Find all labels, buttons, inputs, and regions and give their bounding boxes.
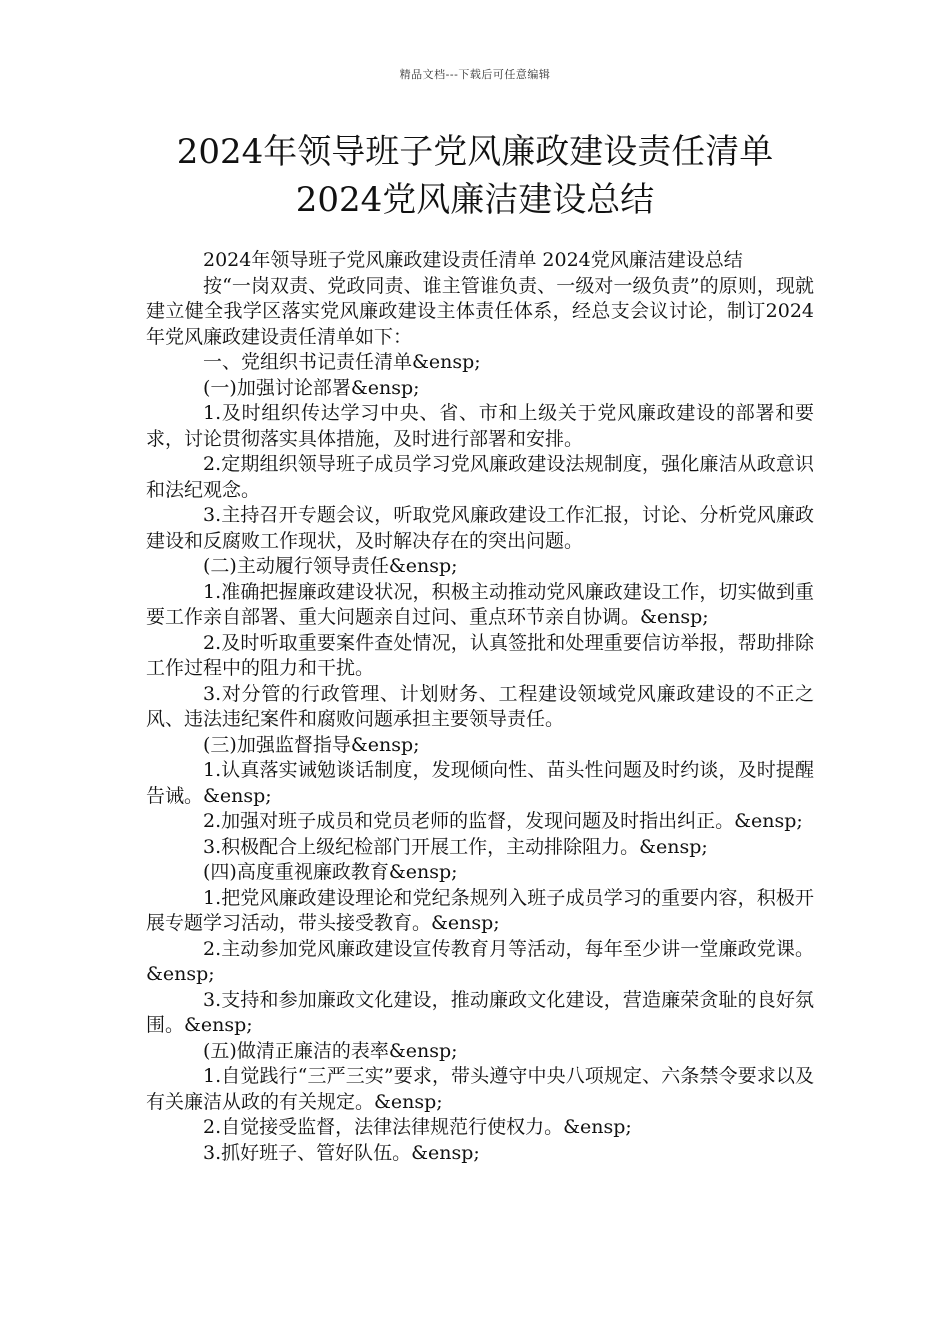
list-item: 1.及时组织传达学习中央、省、市和上级关于党风廉政建设的部署和要求，讨论贯彻落实具体措施，及时进行部署和安排。 <box>146 402 814 450</box>
document-title-line-2: 2024党风廉洁建设总结 <box>295 180 655 220</box>
list-item: 3.支持和参加廉政文化建设，推动廉政文化建设，营造廉荣贪耻的良好氛围。&ensp; <box>146 988 814 1036</box>
list-item: 1.认真落实诫勉谈话制度，发现倾向性、苗头性问题及时约谈，及时提醒告诫。&ensp; <box>146 759 814 807</box>
page-header-note: 精品文档---下载后可任意编辑 <box>399 68 551 81</box>
subsection-heading: (五)做清正廉洁的表率&ensp; <box>203 1039 458 1062</box>
document-body <box>146 248 814 1166</box>
list-item: 1.准确把握廉政建设状况，积极主动推动党风廉政建设工作，切实做到重要工作亲自部署、重大问题亲自过问、重点环节亲自协调。&ensp; <box>146 580 814 628</box>
list-item: 3.抓好班子、管好队伍。&ensp; <box>203 1141 480 1164</box>
subsection-heading: (四)高度重视廉政教育&ensp; <box>203 861 458 883</box>
list-item: 2.自觉接受监督，法律法律规范行使权力。&ensp; <box>203 1116 632 1138</box>
list-item: 1.自觉践行“三严三实”要求，带头遵守中央八项规定、六条禁令要求以及有关廉洁从政的有关规定。&ensp; <box>146 1065 814 1113</box>
list-item: 2.及时听取重要案件查处情况，认真签批和处理重要信访举报，帮助排除工作过程中的阻力和干扰。 <box>146 631 814 679</box>
list-item: 2.定期组织领导班子成员学习党风廉政建设法规制度，强化廉洁从政意识和法纪观念。 <box>146 453 814 501</box>
list-item: 1.把党风廉政建设理论和党纪条规列入班子成员学习的重要内容，积极开展专题学习活动，带头接受教育。&ensp; <box>146 886 814 934</box>
subsection-heading: (二)主动履行领导责任&ensp; <box>203 555 458 577</box>
section-heading: 一、党组织书记责任清单&ensp; <box>203 351 481 373</box>
document-title-line-1: 2024年领导班子党风廉政建设责任清单 <box>176 132 774 172</box>
paragraph: 按“一岗双责、党政同责、谁主管谁负责、一级对一级负责”的原则，现就建立健全我学区落实党风廉政建设主体责任体系，经总支会议讨论，制订2024年党风廉政建设责任清单如下： <box>146 274 814 348</box>
subsection-heading: (三)加强监督指导&ensp; <box>203 733 420 756</box>
list-item: 2.加强对班子成员和党员老师的监督，发现问题及时指出纠正。&ensp; <box>203 810 803 832</box>
list-item: 3.对分管的行政管理、计划财务、工程建设领域党风廉政建设的不正之风、违法违纪案件和腐败问题承担主要领导责任。 <box>146 682 814 730</box>
paragraph: 2024年领导班子党风廉政建设责任清单 2024党风廉洁建设总结 <box>203 249 743 271</box>
list-item: 3.积极配合上级纪检部门开展工作，主动排除阻力。&ensp; <box>203 835 708 858</box>
subsection-heading: (一)加强讨论部署&ensp; <box>203 376 420 399</box>
list-item: 2.主动参加党风廉政建设宣传教育月等活动，每年至少讲一堂廉政党课。&ensp; <box>146 937 814 985</box>
list-item: 3.主持召开专题会议，听取党风廉政建设工作汇报，讨论、分析党风廉政建设和反腐败工作现状，及时解决存在的突出问题。 <box>146 504 814 552</box>
